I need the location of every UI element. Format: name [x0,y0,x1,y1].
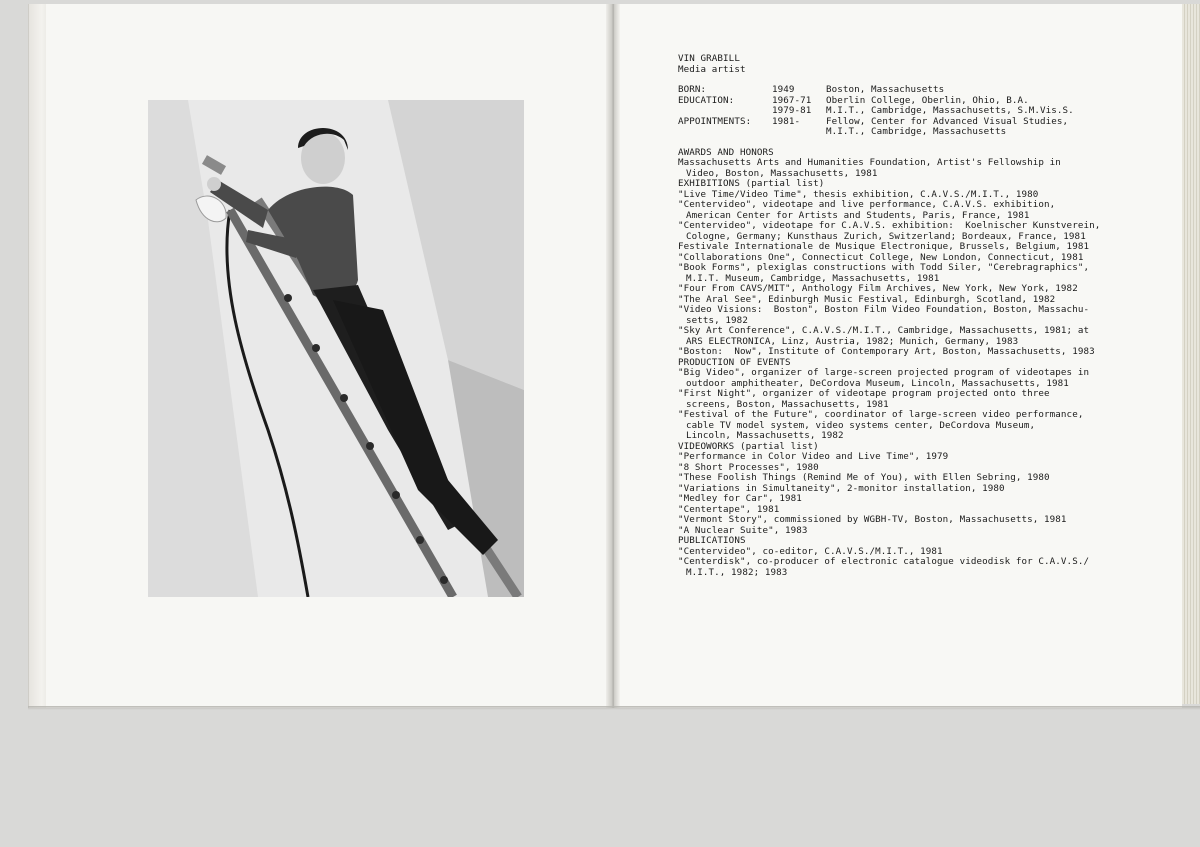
fact-years [772,127,826,138]
entry-continuation: cable TV model system, video systems center, DeCordova Museum, [686,419,1036,431]
entry-text: "The Aral See", Edinburgh Music Festival, Edinburgh, Scotland, 1982 [678,293,1056,305]
entry-text: "Big Video", organizer of large-screen projected program of videotapes in [678,367,1090,378]
entry-continuation: setts, 1982 [686,314,748,326]
entry-text: "Medley for Car", 1981 [678,493,802,504]
list-item [678,305,1178,326]
fact-years: 1979-81 [772,105,812,116]
entry-text: "Collaborations One", Connecticut College, New London, Connecticut, 1981 [678,251,1084,263]
fact-text: M.I.T., Cambridge, Massachusetts [826,126,1007,137]
entry-text: "Four From CAVS/MIT", Anthology Film Archives, New York, New York, 1982 [678,283,1078,294]
fact-label [678,106,772,117]
entry-text: "First Night", organizer of videotape program projected onto three [678,388,1050,399]
fact-text: Boston, Massachusetts [826,84,945,95]
section-heading: AWARDS AND HONORS [678,146,774,158]
section-heading: PRODUCTION OF EVENTS [678,356,791,368]
fact-label: APPOINTMENTS: [678,115,752,127]
list-item [678,526,1178,537]
entry-text: "Sky Art Conference", C.A.V.S./M.I.T., Cambridge, Massachusetts, 1981; at [678,325,1090,336]
entry-text: Festivale Internationale de Musique Electronique, Brussels, Belgium, 1981 [678,241,1090,252]
fact-label: BORN: [678,84,707,95]
entry-continuation: Cologne, Germany; Kunsthaus Zurich, Switzerland; Bordeaux, France, 1981 [686,230,1086,242]
entry-text: "Boston: Now", Institute of Contemporary Art, Boston, Massachusetts, 1983 [678,346,1095,357]
fact-text: Oberlin College, Oberlin, Ohio, B.A. [826,94,1029,106]
entry-continuation: ARS ELECTRONICA, Linz, Austria, 1982; Munich, Germany, 1983 [686,335,1019,347]
fact-years: 1949 [772,84,795,95]
entry-continuation: American Center for Artists and Students, Paris, France, 1981 [686,209,1030,221]
artist-biography [678,54,1178,578]
entry-continuation: M.I.T. Museum, Cambridge, Massachusetts, 1981 [686,272,940,284]
book-gutter [606,4,620,708]
entry-text: "Performance in Color Video and Live Time", 1979 [678,451,949,462]
list-item [678,389,1178,410]
fact-row [678,85,1178,96]
section-heading: PUBLICATIONS [678,535,746,546]
right-page-edge [1182,4,1200,704]
fact-years: 1967-71 [772,94,812,106]
entry-text: "Video Visions: Boston", Boston Film Video Foundation, Boston, Massachu- [678,304,1090,315]
bio-sections [678,148,1178,579]
entry-text: "Variations in Simultaneity", 2-monitor installation, 1980 [678,482,1005,494]
list-item [678,347,1178,358]
entry-text: "Centertape", 1981 [678,503,780,515]
artist-role: Media artist [678,63,746,75]
list-item [678,326,1178,347]
fact-text: M.I.T., Cambridge, Massachusetts, S.M.Vis.S. [826,105,1074,116]
fact-years: 1981- [772,115,801,127]
entry-continuation: M.I.T., 1982; 1983 [686,566,788,578]
entry-text: "A Nuclear Suite", 1983 [678,524,808,536]
list-item [678,221,1178,242]
artist-photograph [148,100,524,597]
fact-row [678,127,1178,138]
book-shadow [28,706,1200,710]
list-item [678,368,1178,389]
fact-label [678,127,772,138]
entry-text: "Centervideo", co-editor, C.A.V.S./M.I.T., 1981 [678,545,943,557]
list-item [678,158,1178,179]
entry-text: "Centervideo", videotape for C.A.V.S. exhibition: Koelnischer Kunstverein, [678,220,1101,231]
entry-continuation: Video, Boston, Massachusetts, 1981 [686,167,878,179]
entry-continuation: outdoor amphitheater, DeCordova Museum, Lincoln, Massachusetts, 1981 [686,377,1069,389]
section-heading: EXHIBITIONS (partial list) [678,178,825,189]
photo-illustration [148,100,524,597]
bio-header [678,54,1178,75]
section-heading: VIDEOWORKS (partial list) [678,440,819,452]
left-page-edge [28,4,47,708]
entry-text: "Live Time/Video Time", thesis exhibition, C.A.V.S./M.I.T., 1980 [678,188,1039,200]
entry-text: "These Foolish Things (Remind Me of You), with Ellen Sebring, 1980 [678,472,1050,483]
fact-text: Fellow, Center for Advanced Visual Studies, [826,115,1069,127]
entry-text: "Book Forms", plexiglas constructions with Todd Siler, "Cerebragraphics", [678,262,1090,273]
entry-text: "8 Short Processes", 1980 [678,461,819,473]
fact-row [678,106,1178,117]
list-item [678,410,1178,442]
list-item [678,263,1178,284]
entry-text: Massachusetts Arts and Humanities Foundation, Artist's Fellowship in [678,157,1061,168]
list-item [678,557,1178,578]
entry-text: "Festival of the Future", coordinator of large-screen video performance, [678,409,1084,420]
entry-text: "Centerdisk", co-producer of electronic catalogue videodisk for C.A.V.S./ [678,556,1090,567]
list-item [678,200,1178,221]
fact-label: EDUCATION: [678,94,735,106]
entry-continuation: screens, Boston, Massachusetts, 1981 [686,398,889,410]
entry-text: "Vermont Story", commissioned by WGBH-TV, Boston, Massachusetts, 1981 [678,514,1067,525]
bio-facts [678,85,1178,138]
entry-text: "Centervideo", videotape and live performance, C.A.V.S. exhibition, [678,199,1056,210]
entry-continuation: Lincoln, Massachusetts, 1982 [686,430,844,441]
artist-name: VIN GRABILL [678,53,740,64]
